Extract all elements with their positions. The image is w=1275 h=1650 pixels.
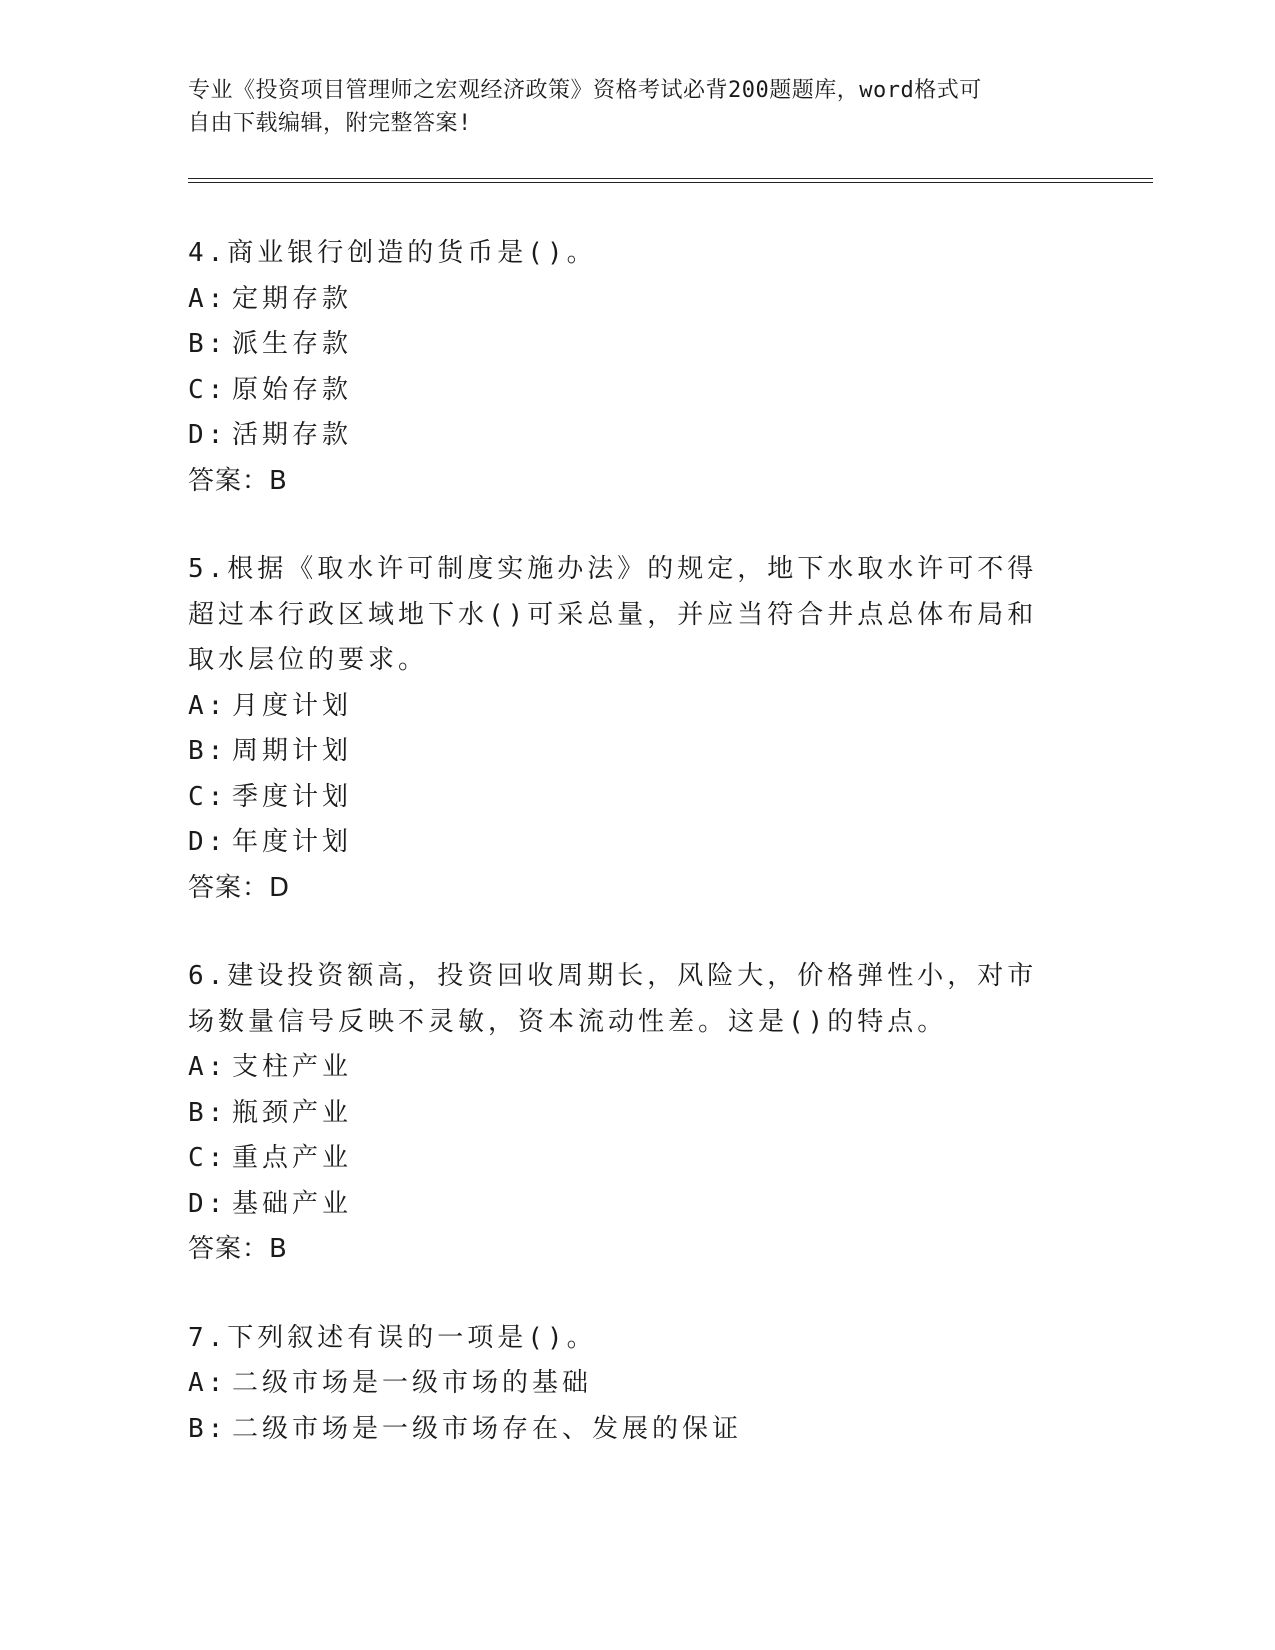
- option-letter: A:: [188, 1368, 228, 1398]
- header-divider: [188, 178, 1153, 183]
- option-text: 活期存款: [232, 420, 353, 450]
- option-c: [188, 368, 1148, 414]
- option-text: 瓶颈产业: [232, 1097, 353, 1128]
- option-d: [188, 413, 1148, 459]
- question-stem: 7.下列叙述有误的一项是()。: [188, 1322, 597, 1353]
- question-5: [188, 547, 1148, 911]
- option-letter: B:: [188, 329, 228, 359]
- option-letter: C:: [188, 781, 228, 812]
- option-b: [188, 1091, 1148, 1137]
- option-text: 二级市场是一级市场的基础: [232, 1368, 593, 1398]
- option-text: 原始存款: [232, 374, 353, 405]
- document-header: [188, 74, 1088, 140]
- option-text: 季度计划: [232, 781, 353, 812]
- option-text: 派生存款: [232, 329, 353, 359]
- option-letter: D:: [188, 827, 228, 857]
- option-b: [188, 1407, 1148, 1453]
- option-text: 二级市场是一级市场存在、发展的保证: [232, 1413, 743, 1444]
- option-letter: B:: [188, 1097, 228, 1128]
- option-text: 重点产业: [232, 1143, 353, 1173]
- option-letter: B:: [188, 1413, 228, 1444]
- header-line-2: 自由下载编辑，附完整答案!: [188, 111, 472, 136]
- option-a: [188, 277, 1148, 323]
- option-letter: A:: [188, 690, 228, 721]
- option-letter: A:: [188, 1052, 228, 1082]
- option-letter: D:: [188, 1188, 228, 1219]
- option-c: [188, 1136, 1148, 1182]
- option-c: [188, 775, 1148, 821]
- option-letter: B:: [188, 736, 228, 766]
- option-text: 基础产业: [232, 1188, 353, 1219]
- option-d: [188, 1182, 1148, 1228]
- option-a: [188, 684, 1148, 730]
- option-b: [188, 322, 1148, 368]
- option-text: 定期存款: [232, 283, 353, 314]
- option-a: [188, 1361, 1148, 1407]
- option-text: 支柱产业: [232, 1052, 353, 1082]
- answer-line: 答案：B: [188, 1234, 288, 1264]
- option-text: 周期计划: [232, 736, 353, 766]
- answer-line: 答案：B: [188, 465, 288, 496]
- option-text: 月度计划: [232, 690, 353, 721]
- question-stem: 5.根据《取水许可制度实施办法》的规定，地下水取水许可不得超过本行政区域地下水()可采总量，并应当符合井点总体布局和取水层位的要求。: [188, 554, 1038, 675]
- option-letter: C:: [188, 374, 228, 405]
- option-a: [188, 1045, 1148, 1091]
- option-letter: C:: [188, 1143, 228, 1173]
- header-line-1: 专业《投资项目管理师之宏观经济政策》资格考试必背200题题库，word格式可: [188, 78, 982, 103]
- question-list: [188, 231, 1148, 1495]
- option-letter: A:: [188, 283, 228, 314]
- option-d: [188, 820, 1148, 866]
- option-b: [188, 729, 1148, 775]
- question-7: [188, 1316, 1148, 1453]
- option-letter: D:: [188, 420, 228, 450]
- question-6: [188, 954, 1148, 1273]
- question-stem: 4.商业银行创造的货币是()。: [188, 238, 597, 268]
- question-4: [188, 231, 1148, 504]
- option-text: 年度计划: [232, 827, 353, 857]
- question-stem: 6.建设投资额高，投资回收周期长，风险大，价格弹性小，对市场数量信号反映不灵敏，资本流动性差。这是()的特点。: [188, 961, 1038, 1037]
- answer-line: 答案：D: [188, 872, 291, 903]
